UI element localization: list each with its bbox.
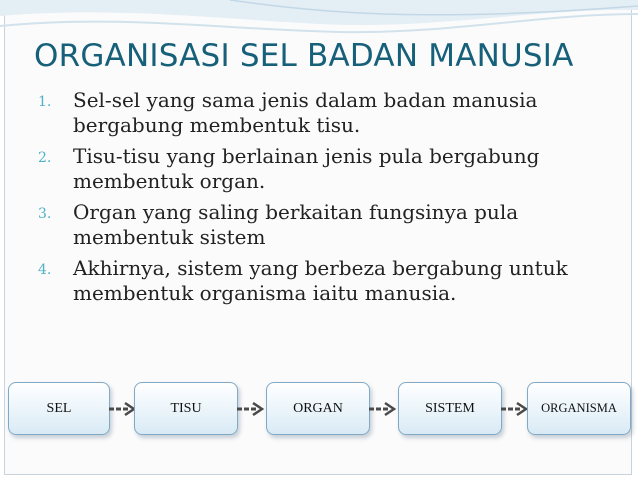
list-text-line: Sel-sel yang sama jenis dalam badan manusia <box>73 88 538 112</box>
list-text <box>73 256 568 306</box>
flow-node-organ: ORGAN <box>266 382 370 435</box>
list-text <box>73 88 537 138</box>
flow-arrow-icon <box>236 400 268 418</box>
list-number: 4. <box>38 262 52 278</box>
list-number: 3. <box>38 206 52 222</box>
list-item <box>38 144 598 194</box>
list-number: 1. <box>38 94 52 110</box>
list-item <box>38 256 598 306</box>
list-text-line: membentuk organisma iaitu manusia. <box>73 281 457 305</box>
list-item <box>38 88 598 138</box>
flow-node-sel: SEL <box>8 382 110 435</box>
list-text-line: membentuk sistem <box>73 225 266 249</box>
list-item <box>38 200 598 250</box>
point-list <box>38 88 598 312</box>
flow-node-organisma: ORGANISMA <box>527 382 631 435</box>
list-text-line: Organ yang saling berkaitan fungsinya pula <box>73 200 519 224</box>
flow-arrow-icon <box>368 400 400 418</box>
list-number: 2. <box>38 150 52 166</box>
flow-node-tisu: TISU <box>134 382 238 435</box>
list-text-line: Akhirnya, sistem yang berbeza bergabung untuk <box>73 256 568 280</box>
flow-node-sistem: SISTEM <box>398 382 502 435</box>
list-text-line: bergabung membentuk tisu. <box>73 113 361 137</box>
list-text <box>73 200 518 250</box>
list-text <box>73 144 539 194</box>
list-text-line: membentuk organ. <box>73 169 266 193</box>
slide-title: ORGANISASI SEL BADAN MANUSIA <box>34 38 574 74</box>
list-text-line: Tisu-tisu yang berlainan jenis pula bergabung <box>73 144 540 168</box>
